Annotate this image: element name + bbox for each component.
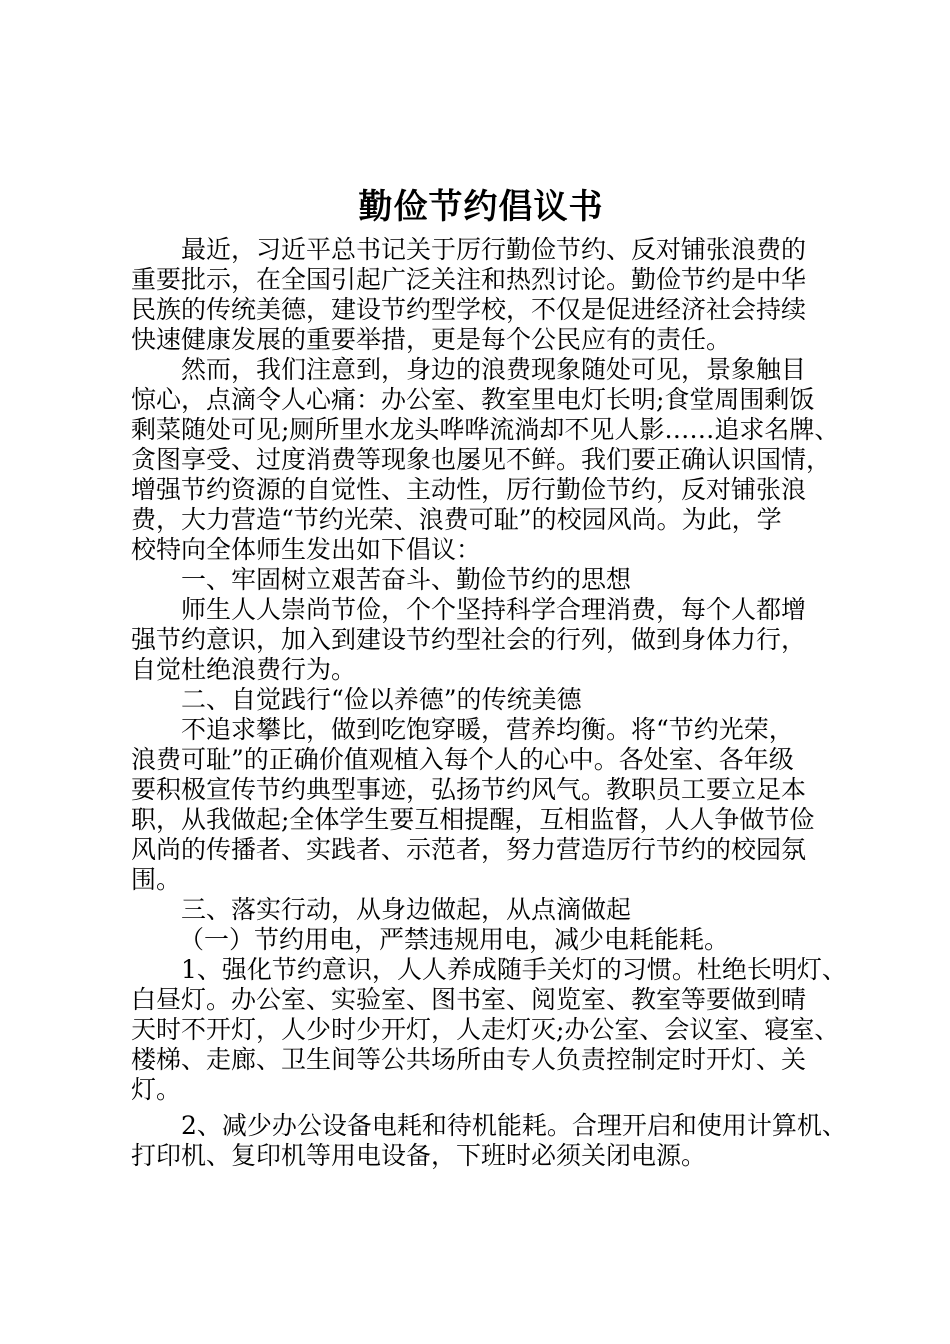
text-line: 不追求攀比，做到吃饱穿暖，营养均衡。将“节约光荣， <box>181 715 794 744</box>
text-line: 职，从我做起;全体学生要互相提醒，互相监督，人人争做节俭 <box>131 805 815 834</box>
text-line: 风尚的传播者、实践者、示范者，努力营造厉行节约的校园氛 <box>131 835 807 864</box>
section-heading: 三、落实行动，从身边做起，从点滴做起 <box>181 895 632 924</box>
text-line: 2、减少办公设备电耗和待机能耗。合理开启和使用计算机、 <box>181 1111 847 1140</box>
text-line: 贪图享受、过度消费等现象也屡见不鲜。我们要正确认识国情， <box>131 445 832 474</box>
text-line: 白昼灯。办公室、实验室、图书室、阅览室、教室等要做到晴 <box>131 985 807 1014</box>
text-line: 自觉杜绝浪费行为。 <box>131 655 357 684</box>
text-line: 灯。 <box>131 1075 182 1104</box>
text-line: 强节约意识，加入到建设节约型社会的行列，做到身体力行， <box>131 625 807 654</box>
text-line: 1、强化节约意识，人人养成随手关灯的习惯。杜绝长明灯、 <box>181 955 847 984</box>
text-line: 费，大力营造“节约光荣、浪费可耻”的校园风尚。为此，学 <box>131 505 782 534</box>
text-line: 打印机、复印机等用电设备，下班时必须关闭电源。 <box>131 1141 707 1170</box>
text-line: 然而，我们注意到，身边的浪费现象随处可见，景象触目 <box>181 355 807 384</box>
section-heading: 一、牢固树立艰苦奋斗、勤俭节约的思想 <box>181 565 632 594</box>
text-line: 重要批示，在全国引起广泛关注和热烈讨论。勤俭节约是中华 <box>131 265 807 294</box>
text-line: 校特向全体师生发出如下倡议： <box>131 535 482 564</box>
text-line: 民族的传统美德，建设节约型学校，不仅是促进经济社会持续 <box>131 295 807 324</box>
text-line: 惊心，点滴令人心痛：办公室、教室里电灯长明;食堂周围剩饭 <box>131 385 815 414</box>
text-line: 围。 <box>131 865 182 894</box>
text-line: 浪费可耻”的正确价值观植入每个人的心中。各处室、各年级 <box>131 745 794 774</box>
document-title: 勤俭节约倡议书 <box>358 187 604 227</box>
subsection-heading: （一）节约用电，严禁违规用电，减少电耗能耗。 <box>179 925 730 954</box>
text-line: 要积极宣传节约典型事迹，弘扬节约风气。教职员工要立足本 <box>131 775 807 804</box>
section-heading: 二、自觉践行“俭以养德”的传统美德 <box>181 685 582 714</box>
text-line: 师生人人崇尚节俭，个个坚持科学合理消费，每个人都增 <box>181 595 807 624</box>
text-line: 增强节约资源的自觉性、主动性，厉行勤俭节约，反对铺张浪 <box>131 475 807 504</box>
text-line: 楼梯、走廊、卫生间等公共场所由专人负责控制定时开灯、关 <box>131 1045 807 1074</box>
document-body <box>131 235 851 1171</box>
text-line: 快速健康发展的重要举措，更是每个公民应有的责任。 <box>131 325 732 354</box>
text-line: 剩菜随处可见;厕所里水龙头哗哗流淌却不见人影……追求名牌、 <box>131 415 840 444</box>
text-line: 天时不开灯，人少时少开灯，人走灯灭;办公室、会议室、寝室、 <box>131 1015 840 1044</box>
text-line: 最近，习近平总书记关于厉行勤俭节约、反对铺张浪费的 <box>181 235 807 264</box>
